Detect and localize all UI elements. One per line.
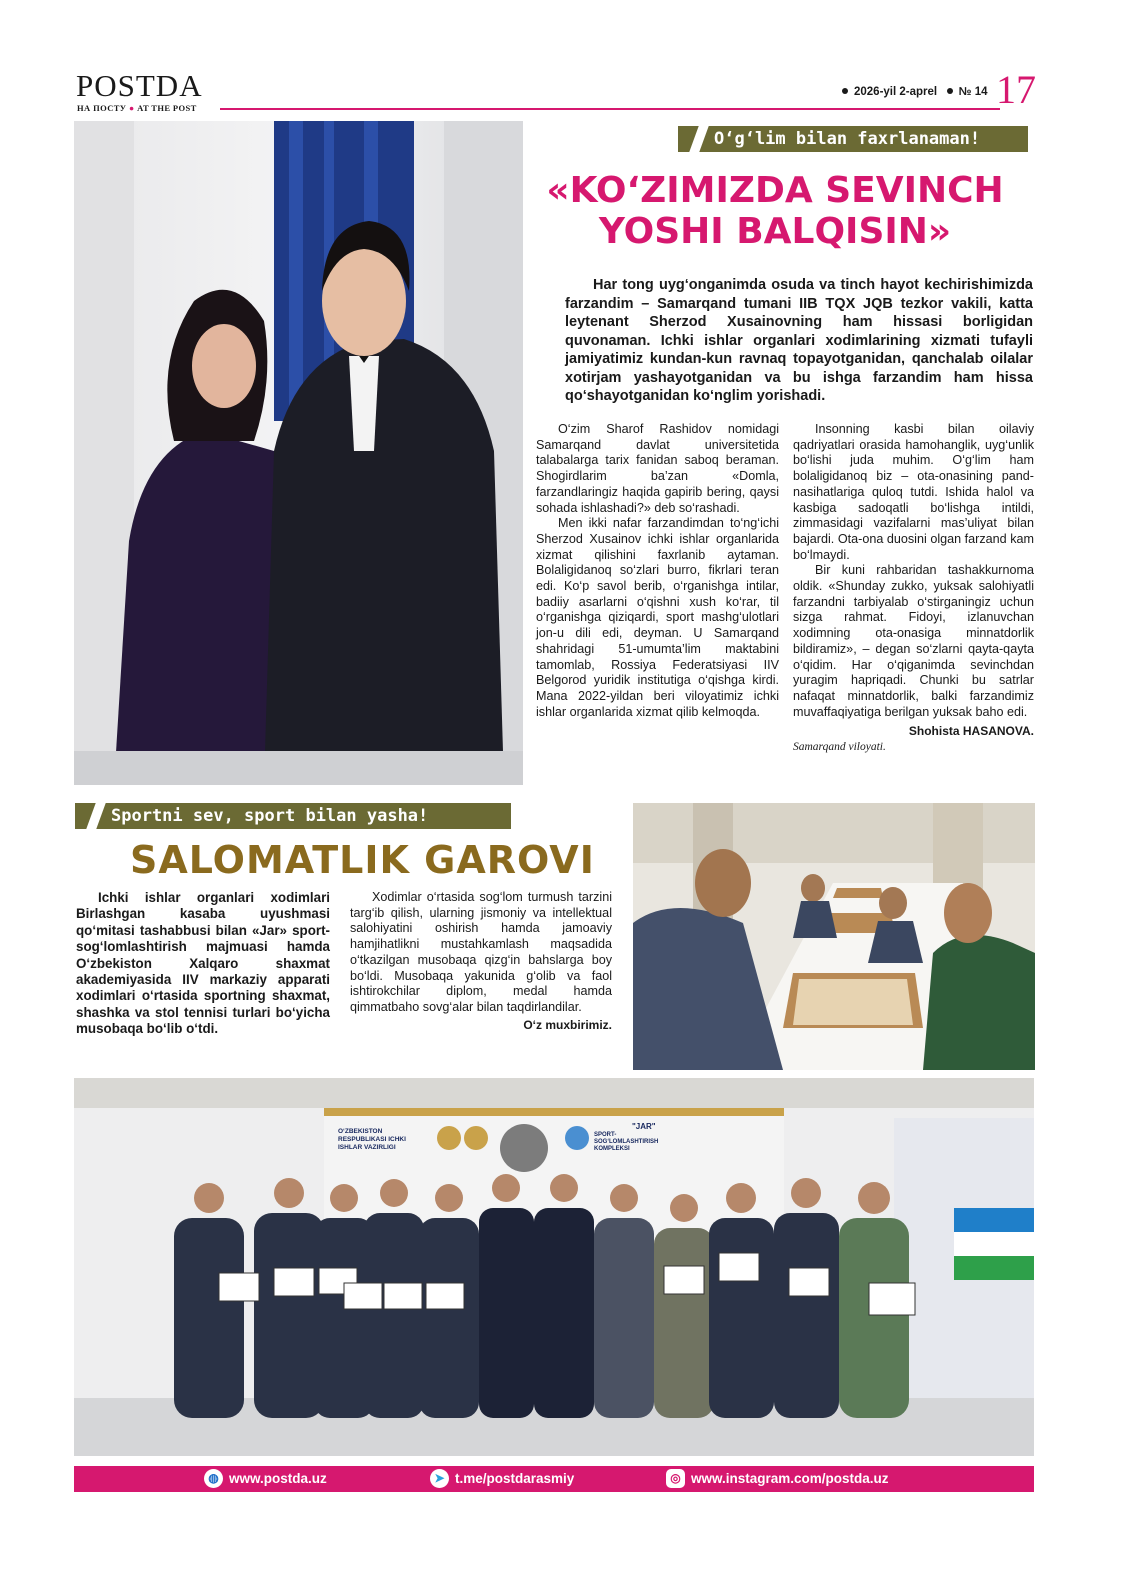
globe-icon: ◍ — [204, 1469, 223, 1488]
bullet-icon: ● — [128, 103, 135, 113]
lead-paragraph: Har tong uyg‘onganimda osuda va tinch hayot kechirishimizda farzandim – Samarqand tumani IIB TQX JQB tezkor vakili, katta leytenant Sherzod Xusainovning ham hissasi borligidan quvonaman. Ichki ishlar organlari xodimlarining xizmati tufayli jamiyatimiz kundan-kun ravnaq topayotganidan, qanchalab oilalar xotirjam yashayotganidan va bu ishga farzandim ham hissa qo‘shayotganidan ko‘nglim yorishadi. — [565, 277, 1033, 404]
footer-instagram-text: www.instagram.com/postda.uz — [691, 1471, 889, 1486]
headline-line-2: YOSHI BALQISIN» — [598, 211, 952, 253]
body-paragraph: O‘zim Sharof Rashidov nomidagi Samarqand davlat universitetida talabalarga tarix fanidan saboq beraman. Shogirdlarim ba’zan «Domla, farzandlaringiz haqida gapirib bering, qaysi sohada ishlashadi?» deb so‘rashadi. — [536, 422, 779, 515]
issue-number: № 14 — [958, 86, 988, 98]
body-paragraph: Insonning kasbi bilan oilaviy qadriyatlari orasida hamohanglik, uyg‘unlik bo‘lishi juda muhim. O‘g‘lim ham bolaligidanoq biz – ota-onasining pand-nasihatlariga quloq tutdi. Ishida halol va kasbiga sadoqatli bo‘lishga intildi, zimmasidagi vazifalarni mas’uliyat bilan bajardi. Ota-ona duosini olgan farzand kam bo‘lmaydi. — [793, 422, 1034, 562]
page-number: 17 — [996, 67, 1036, 112]
body-paragraph: Men ikki nafar farzandimdan to‘ng‘ichi Sherzod Xusainov ichki ishlar organlarida xizmat qilishini faxrlanib aytaman. Bolaligidanoq so‘zlari burro, fikrlari teran edi. Ko‘p savol berib, o‘rganishga intilar, badiiy asarlarni o‘qishni xush ko‘rar, til o‘rganishga qiziqardi, sport mashg‘ulotlari jon-u dili edi, deyman. U Samarqand shahridagi 51-umumta’lim maktabini tamomlab, Rossiya Federatsiyasi IIV Belgorod yuridik institutiga o‘qishga kirdi. Mana 2022-yildan beri viloyatimiz ichki ishlar organlarida xizmat qilib kelmoqda. — [536, 516, 779, 719]
body-paragraph: Xodimlar o‘rtasida sog‘lom turmush tarzini targ‘ib qilish, ularning jismoniy va intellektual salohiyatini oshirish hamda jamoaviy hamjihatlikni mustahkamlash maqsadida o‘tkazilgan musobaqa qizg‘in bahslarga boy bo‘ldi. Musobaqa yakunida g‘olib va faol ishtirokchilar diplom, medal hamda qimmatbaho sovg‘alar bilan taqdirlandilar. — [350, 890, 612, 1014]
body-column-2 — [793, 422, 1034, 756]
author-signature: O‘z muxbirimiz. — [523, 1017, 612, 1032]
lead-paragraph: Ichki ishlar organlari xodimlari Birlashgan kasaba uyushmasi qo‘mitasi tashabbusi bilan «Jar» sport-sog‘lomlashtirish majmuasi hamda O‘zbekiston Xalqaro shaxmat akademiyasida IIV markaziy apparati xodimlari o‘rtasida sportning shaxmat, shashka va stol tennisi turlari bo‘yicha musobaqa bo‘lib o‘tdi. — [76, 890, 330, 1037]
rubric-bar — [678, 126, 1028, 152]
group-people — [74, 1078, 1034, 1456]
newspaper-logo: POSTDA — [76, 68, 203, 103]
article-lead — [565, 276, 1033, 406]
rubric-label: Sportni sev, sport bilan yasha! — [111, 806, 429, 826]
rubric-label: O‘g‘lim bilan faxrlanaman! — [714, 129, 981, 149]
logo-subtitle-en: AT THE POST — [137, 103, 197, 113]
logo-subtitle — [77, 103, 197, 113]
bullet-icon — [947, 88, 953, 94]
author-signature: Shohista HASANOVA. — [908, 724, 1034, 739]
bullet-icon — [842, 88, 848, 94]
body-column — [350, 890, 612, 1033]
banner-text-ministry: O‘ZBEKISTON RESPUBLIKASI ICHKI ISHLAR VAZIRLIGI — [338, 1128, 406, 1151]
footer-website-link[interactable] — [204, 1466, 327, 1492]
article-headline: SALOMATLIK GAROVI — [130, 838, 595, 882]
header-rule — [220, 108, 1000, 110]
article-headline — [540, 170, 1010, 253]
banner-text-jar: "JAR" — [632, 1122, 656, 1131]
slash-icon — [689, 126, 708, 152]
issue-info — [842, 86, 988, 98]
telegram-icon: ➤ — [430, 1469, 449, 1488]
checkers-game-photo — [633, 803, 1035, 1070]
rubric-bar — [75, 803, 511, 829]
footer-instagram-link[interactable] — [666, 1466, 889, 1492]
author-region: Samarqand viloyati. — [793, 741, 886, 754]
instagram-icon: ◎ — [666, 1469, 685, 1488]
logo-subtitle-ru: НА ПОСТУ — [77, 103, 127, 113]
body-paragraph: Bir kuni rahbaridan tashakkurnoma oldik. «Shunday zukko, yuksak salohiyatli farzandni tarbiyalab o‘stirganingiz uchun sizga rahmat. Fidoyi, izlanuvchan xodimning ota-onasiga minnatdorlik bildiramiz», – degan so‘zlarni qayta-qayta o‘qidim. Har o‘qiganimda sevinchdan yuragim hapriqadi. Chunki bu satrlar nafaqat minnatdorlik, balki farzandimiz muvaffaqiyatiga berilgan yuksak baho edi. — [793, 563, 1034, 719]
group-award-photo — [74, 1078, 1034, 1456]
headline-line-1: «KO‘ZIMIZDA SEVINCH — [546, 170, 1004, 211]
article-lead — [76, 890, 330, 1038]
banner-text-complex: SPORT-SOG‘LOMLASHTIRISH KOMPLEKSI — [594, 1132, 659, 1152]
footer-telegram-text: t.me/postdarasmiy — [455, 1471, 575, 1486]
issue-date: 2026-yil 2-aprel — [854, 86, 938, 98]
footer-website-text: www.postda.uz — [229, 1471, 327, 1486]
portrait-photo — [74, 121, 523, 785]
slash-icon — [86, 803, 105, 829]
footer-telegram-link[interactable] — [430, 1466, 574, 1492]
body-column-1 — [536, 422, 779, 720]
